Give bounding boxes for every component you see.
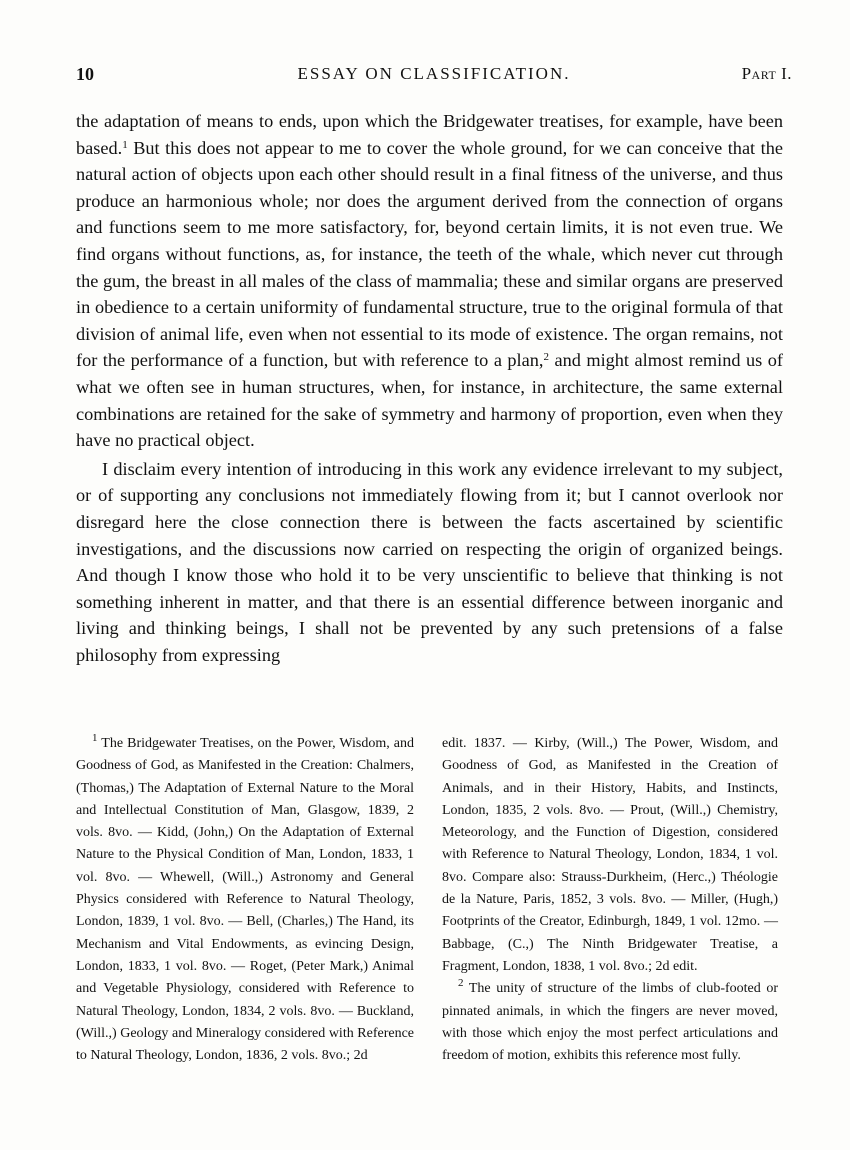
paragraph-1-text-a: the adaptation of means to ends, upon which the Bridgewater treatises, for example, have been based. xyxy=(76,111,783,158)
footnote-1-marker: 1 xyxy=(92,732,98,744)
footnote-ref-2: 2 xyxy=(543,351,549,364)
footnote-column-left xyxy=(76,733,414,1067)
page-header xyxy=(76,64,792,90)
part-label: Part I. xyxy=(741,64,792,83)
footnote-1-text: The Bridgewater Treatises, on the Power, Wisdom, and Goodness of God, as Manifested in the Creation: Chalmers, (Thomas,) The Adaptation of External Nature to the Moral and Intellectual Constitution of Man, Glasgow, 1839, 2 vols. 8vo. — Kidd, (John,) On the Adaptation of External Nature to the Physical Condition of Man, London, 1833, 1 vol. 8vo. — Whewell, (Will.,) Astronomy and General Physics considered with Reference to Natural Theology, London, 1839, 1 vol. 8vo. — Bell, (Charles,) The Hand, its Mechanism and Vital Endowments, as evincing Design, London, 1833, 1 vol. 8vo. — Roget, (Peter Mark,) Animal and Vegetable Physiology, considered with Reference to Natural Theology, London, 1834, 2 vols. 8vo. — Buckland, (Will.,) Geology and Mineralogy considered with Reference to Natural Theology, London, 1836, 2 vols. 8vo.; 2d xyxy=(76,736,414,1064)
footnote-ref-1: 1 xyxy=(122,138,128,151)
footnote-2-text: The unity of structure of the limbs of club-footed or pinnated animals, in which the fingers are never moved, with those which enjoy the most perfect articulations and freedom of motion, exhibits this reference most fully. xyxy=(442,981,778,1064)
footnote-2-marker: 2 xyxy=(458,977,464,990)
footnote-column-right xyxy=(442,733,778,1067)
page-number: 10 xyxy=(76,64,94,84)
footnote-1 xyxy=(76,733,414,1067)
paragraph-1 xyxy=(76,108,783,454)
running-title: ESSAY ON CLASSIFICATION. xyxy=(297,64,571,83)
footnotes xyxy=(76,733,792,1093)
footnote-1-continued: edit. 1837. — Kirby, (Will.,) The Power, Wisdom, and Goodness of God, as Manifested in the Creation of Animals, and in their History, Habits, and Instincts, London, 1835, 2 vols. 8vo. — Prout, (Will.,) Chemistry, Meteorology, and the Function of Digestion, considered with Reference to Natural Theology, London, 1834, 1 vol. 8vo. Compare also: Strauss-Durkheim, (Herc.,) Théologie de la Nature, Paris, 1852, 3 vols. 8vo. — Miller, (Hugh,) Footprints of the Creator, Edinburgh, 1849, 1 vol. 12mo. — Babbage, (C.,) The Ninth Bridgewater Treatise, a Fragment, London, 1838, 1 vol. 8vo.; 2d edit. xyxy=(442,736,778,974)
main-text xyxy=(76,108,783,668)
footnote-2 xyxy=(442,978,778,1067)
paragraph-2: I disclaim every intention of introducing in this work any evidence irrelevant to my subject, or of supporting any conclusions not immediately flowing from it; but I cannot overlook nor disregard here the close connection there is between the facts ascertained by scientific investigations, and the discussions now carried on respecting the origin of organized beings. And though I know those who hold it to be very unscientific to believe that thinking is not something inherent in matter, and that there is an essential difference between inorganic and living and thinking beings, I shall not be prevented by any such pretensions of a false philosophy from expressing xyxy=(76,458,783,665)
paragraph-1-text-c: and might almost remind us of what we often see in human structures, when, for instance, in architecture, the same external combinations are retained for the sake of symmetry and harmony of proportion, even when they have no practical object. xyxy=(76,350,783,451)
paragraph-1-text-b: But this does not appear to me to cover the whole ground, for we can conceive that the natural action of objects upon each other should result in a final fitness of the universe, and thus produce an harmonious whole; nor does the argument derived from the connection of organs and functions seem to me more satisfactory, for, beyond certain limits, it is not even true. We find organs without functions, as, for instance, the teeth of the whale, which never cut through the gum, the breast in all males of the class of mammalia; these and similar organs are preserved in obedience to a certain uniformity of fundamental structure, true to the original formula of that division of animal life, even when not essential to its mode of existence. The organ remains, not for the performance of a function, but with reference to a plan, xyxy=(76,137,783,371)
